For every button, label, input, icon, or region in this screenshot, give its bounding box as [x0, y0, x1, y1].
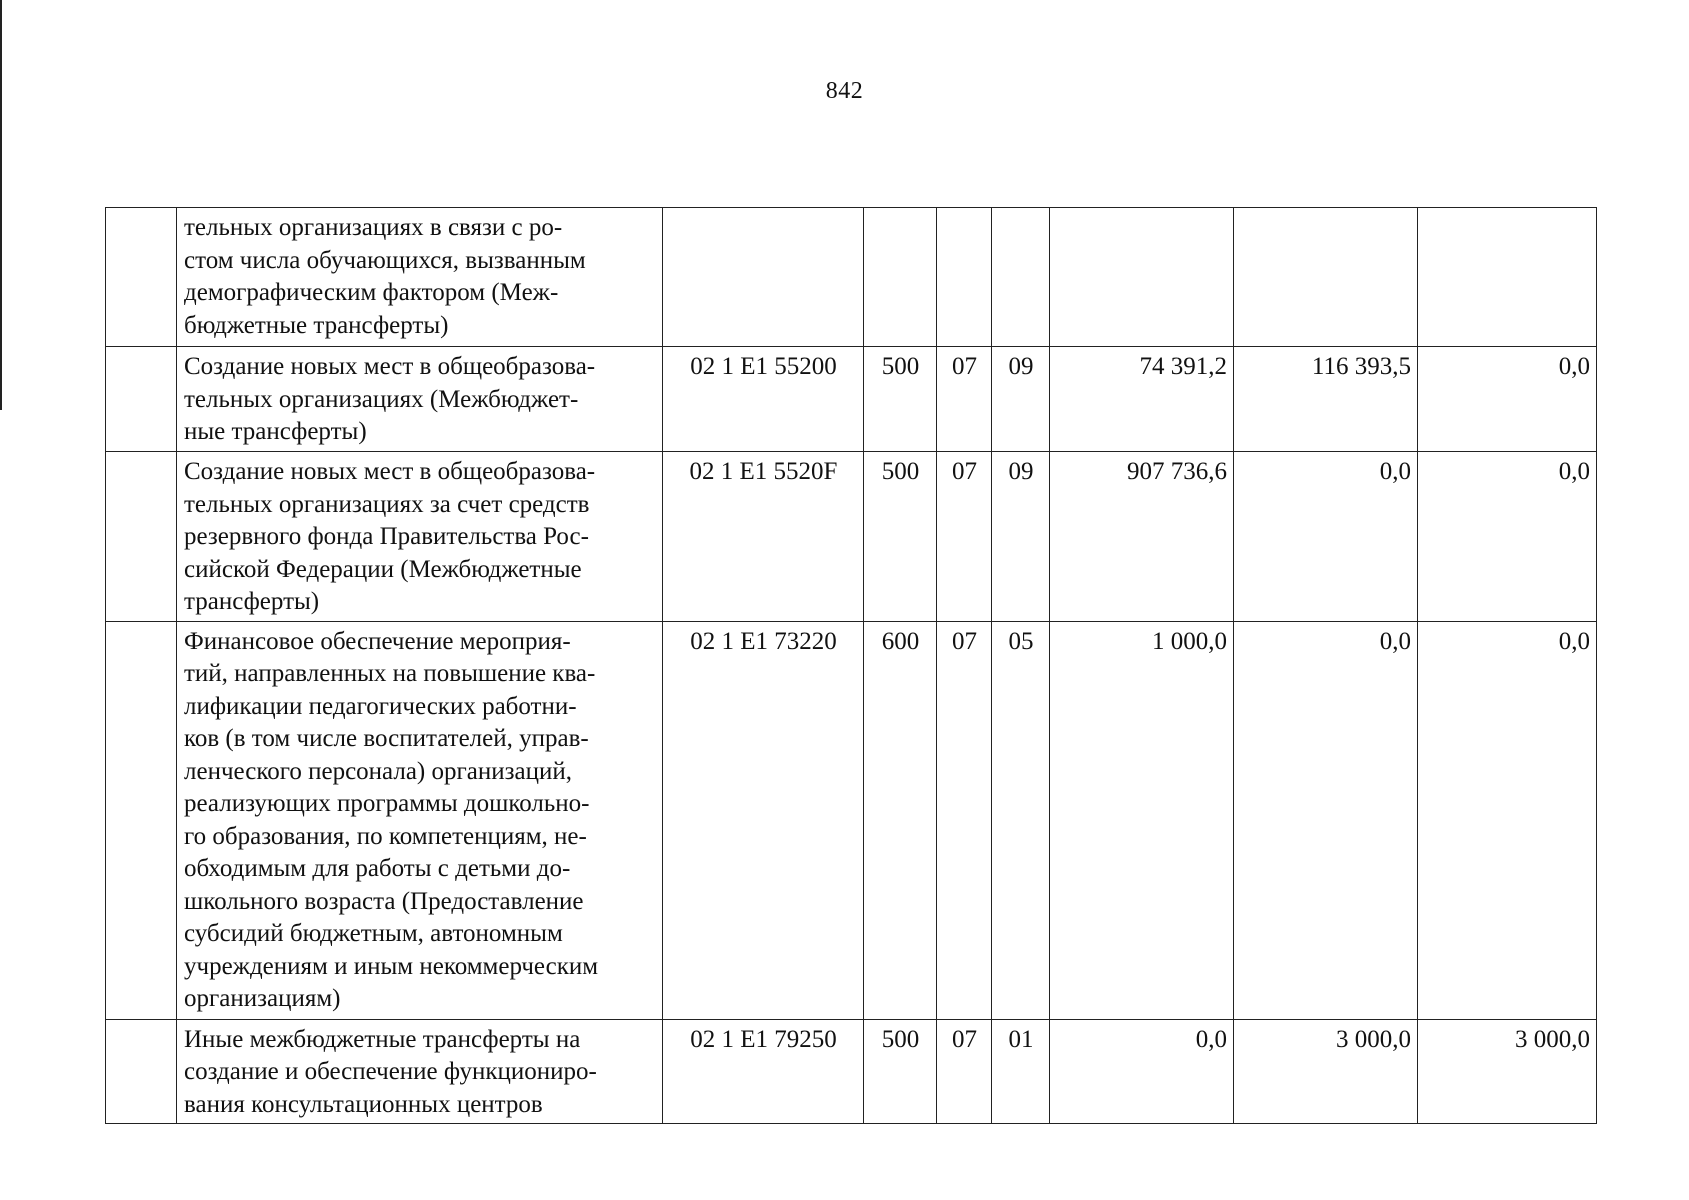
description-line: Финансовое обеспечение мероприя- — [184, 627, 571, 655]
target-code-cell — [663, 208, 864, 347]
amount-year3-cell: 0,0 — [1418, 347, 1597, 452]
amount-year2-cell: 0,0 — [1234, 452, 1418, 622]
scan-edge-line — [0, 0, 2, 410]
row-number-cell — [106, 452, 177, 622]
expense-type-cell: 500 — [864, 347, 937, 452]
table-row — [106, 1019, 1597, 1124]
description-line: резервного фонда Правительства Рос- — [184, 523, 589, 550]
description-line: сийской Федерации (Межбюджетные — [184, 555, 582, 583]
description-line: трансферты) — [184, 588, 320, 615]
subsection-cell — [992, 208, 1050, 347]
amount-year1-cell: 74 391,2 — [1050, 347, 1234, 452]
description-cell — [177, 621, 663, 1019]
section-cell: 07 — [937, 1019, 992, 1124]
amount-year3-cell: 0,0 — [1418, 452, 1597, 622]
description-line: ные трансферты) — [184, 418, 367, 445]
expense-type-cell — [864, 208, 937, 347]
target-code-cell: 02 1 E1 55200 — [663, 347, 864, 452]
row-number-cell — [106, 347, 177, 452]
target-code-cell: 02 1 E1 73220 — [663, 621, 864, 1019]
amount-year1-cell: 1 000,0 — [1050, 621, 1234, 1019]
target-code-cell: 02 1 E1 5520F — [663, 452, 864, 622]
amount-year1-cell — [1050, 208, 1234, 347]
page-number: 842 — [825, 78, 864, 104]
subsection-cell: 01 — [992, 1019, 1050, 1124]
description-line: Создание новых мест в общеобразова- — [184, 353, 596, 380]
description-line: организациям) — [184, 985, 341, 1012]
description-line: ков (в том числе воспитателей, управ- — [184, 725, 589, 752]
description-line: тельных организациях (Межбюджет- — [184, 385, 579, 413]
description-line: стом числа обучающихся, вызванным — [184, 246, 586, 274]
subsection-cell: 05 — [992, 621, 1050, 1019]
description-line: создание и обеспечение функциониро- — [184, 1058, 597, 1085]
target-code-cell: 02 1 E1 79250 — [663, 1019, 864, 1124]
amount-year2-cell — [1234, 208, 1418, 347]
description-line: вания консультационных центров — [184, 1090, 543, 1118]
description-line: Создание новых мест в общеобразова- — [184, 458, 596, 485]
description-line: демографическим фактором (Меж- — [184, 279, 559, 306]
table-row — [106, 347, 1597, 452]
table-row — [106, 621, 1597, 1019]
table-row — [106, 208, 1597, 347]
section-cell — [937, 208, 992, 347]
description-line: реализующих программы дошкольно- — [184, 790, 590, 817]
description-line: лификации педагогических работни- — [184, 692, 577, 720]
amount-year2-cell: 0,0 — [1234, 621, 1418, 1019]
description-cell — [177, 1019, 663, 1124]
row-number-cell — [106, 621, 177, 1019]
description-line: учреждениям и иным некоммерческим — [184, 952, 599, 980]
description-cell — [177, 208, 663, 347]
section-cell: 07 — [937, 347, 992, 452]
subsection-cell: 09 — [992, 452, 1050, 622]
amount-year2-cell: 116 393,5 — [1234, 347, 1418, 452]
table-row — [106, 452, 1597, 622]
description-cell — [177, 347, 663, 452]
expense-type-cell: 600 — [864, 621, 937, 1019]
description-line: бюджетные трансферты) — [184, 311, 449, 339]
description-line: тельных организациях в связи с ро- — [184, 214, 563, 241]
section-cell: 07 — [937, 621, 992, 1019]
row-number-cell — [106, 208, 177, 347]
budget-table — [105, 207, 1597, 1124]
expense-type-cell: 500 — [864, 1019, 937, 1124]
table-body — [106, 208, 1597, 1124]
section-cell: 07 — [937, 452, 992, 622]
description-cell — [177, 452, 663, 622]
description-line: обходимым для работы с детьми до- — [184, 855, 571, 882]
amount-year2-cell: 3 000,0 — [1234, 1019, 1418, 1124]
description-line: субсидий бюджетным, автономным — [184, 920, 563, 947]
amount-year3-cell — [1418, 208, 1597, 347]
amount-year1-cell: 0,0 — [1050, 1019, 1234, 1124]
description-line: го образования, по компетенциям, не- — [184, 822, 587, 850]
amount-year3-cell: 0,0 — [1418, 621, 1597, 1019]
subsection-cell: 09 — [992, 347, 1050, 452]
description-line: Иные межбюджетные трансферты на — [184, 1025, 581, 1053]
amount-year3-cell: 3 000,0 — [1418, 1019, 1597, 1124]
amount-year1-cell: 907 736,6 — [1050, 452, 1234, 622]
description-line: тельных организациях за счет средств — [184, 490, 590, 518]
expense-type-cell: 500 — [864, 452, 937, 622]
description-line: ленческого персонала) организаций, — [184, 757, 572, 785]
description-line: школьного возраста (Предоставление — [184, 887, 584, 915]
description-line: тий, направленных на повышение ква- — [184, 660, 596, 687]
row-number-cell — [106, 1019, 177, 1124]
